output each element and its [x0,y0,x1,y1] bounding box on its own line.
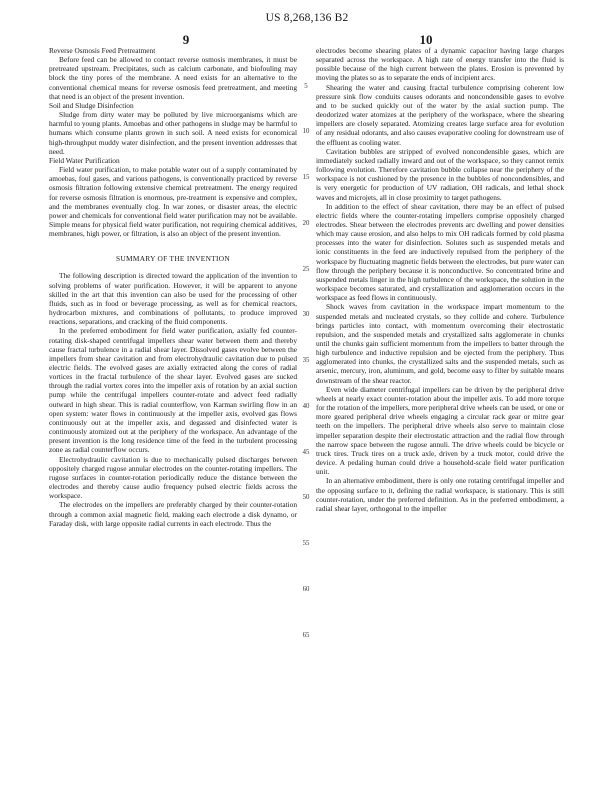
paragraph: Shearing the water and causing fractal turbulence comprising coherent low pressure sink flow conduits causes odorants and noncondensible gases to evolve and to be sucked quickly out of the water by the axial suction pump. The deodorized water atomizes at the periphery of the workspace, where the shearing impellers are closely separated. Atomizing creates large surface area for evolution of any residual odorants, and also causes evaporative cooling for downstream use of the effluent as cooling water. [316,82,564,147]
line-number: 65 [302,631,310,639]
paragraph: Sludge from dirty water may be polluted by live microorganisms which are harmful to young plants. Amoebas and other pathogens in sludge may be harmful to humans which consume plants grown in such soil. A need exists for economical high-throughput muddy water disinfection, and the present invention addresses that need. [49,110,297,156]
paragraph: Before feed can be allowed to contact reverse osmosis membranes, it must be pretreated upstream. Precipitates, such as calcium carbonate, and biofouling may block the tiny pores of the membrane. A need exists for an alternative to the conventional chemical means for reverse osmosis feed pretreatment, and meeting that need is an object of the present invention. [49,55,297,101]
patent-number: US 8,268,136 B2 [265,12,349,24]
line-number: 40 [302,402,310,410]
section-heading: Soil and Sludge Disinfection [49,100,134,110]
paragraph: In the preferred embodiment for field water purification, axially fed counter-rotating disk-shaped centrifugal impellers shear water between them and thereby cause fractal turbulence in a radial shear layer. Dissolved gases evolve between the impellers from shear cavitation and from electrohydraulic cavitation due to pulsed electric fields. The evolved gases are axially extracted along the cores of radial vortices in the fractal turbulence of the shear layer. Evolved gases are sucked through the radial vortex cores into the impeller axis of rotation by an axial suction pump while the centrifugal impellers counter-rotate and advect feed radially outward in high shear. This is radial counterflow, von Karman swirling flow in an open system: water flows in continuously at the impeller axis, evolved gas flows continuously out at the impeller axis, and degassed and disinfected water is continuously atomized out at the periphery of the workspace. An advantage of the present invention is the long residence time of the feed in the turbulent processing zone as radial counterflow occurs. [49,326,297,455]
paragraph: Cavitation bubbles are stripped of evolved noncondensible gases, which are immediately sucked radially inward and out of the workspace, so they cannot remix following evolution. Therefore cavitation bubble collapse near the periphery of the workspace is not cushioned by the presence in the bubbles of noncondensibles, and is very energetic for production of UV radiation, OH radicals, and lethal shock waves and microjets, all in close proximity to target pathogens. [316,146,564,202]
line-number: 50 [302,494,310,502]
paragraph: The following description is directed toward the application of the invention to solving problems of water purification. However, it will be apparent to anyone skilled in the art that this invention can also be used for the processing of other fluids, such as in food or beverage processing, as well as for chemical reactors, hydrocarbon mixtures, and combinations of pollutants, to produce improved reactions, separations, and cracking of the fluid components. [49,271,297,327]
section-heading: Field Water Purification [49,155,120,165]
summary-heading: SUMMARY OF THE INVENTION [116,254,230,264]
line-number: 10 [302,128,310,136]
line-number: 30 [302,311,310,319]
right-column-number: 10 [419,32,433,47]
paragraph: In addition to the effect of shear cavitation, there may be an effect of pulsed electric fields where the counter-rotating impellers comprise oppositely charged electrodes. Shear between the electrodes prevents arc dwelling and power densities which may cause erosion, and also helps to mix OH radicals formed by cold plasma processes into the water for disinfection. Solutes such as suspended metals and ionic constituents in the feed are inductively repulsed from the periphery of the workspace by fluctuating magnetic fields between the electrodes, but pure water can flow through the periphery because it is nonconductive. So concentrated brine and suspended metals linger in the high turbulence of the workspace, the solution in the workspace becomes saturated, and crystallization and agglomeration occurs in the workspace as feed flows in continuously. [316,201,564,303]
line-number: 15 [302,174,310,182]
paragraph: In an alternative embodiment, there is only one rotating centrifugal impeller and the opposing surface to it, defining the radial workspace, is stationary. This is still counter-rotation, under the preferred definition. As in the preferred embodiment, a radial shear layer, orthogonal to the impeller [316,476,564,513]
line-number: 35 [302,357,310,365]
left-column-number: 9 [182,32,190,47]
paragraph: Field water purification, to make potable water out of a supply contaminated by amoebas, foul gases, and various pathogens, is conventionally practiced by reverse osmosis filtration following extensive chemical pretreatment. The energy required for reverse osmosis filtration is enormous, pre-treatment is expensive and complex, and the membranes eventually clog. In war zones, or disaster areas, the electric power and chemicals for conventional field water purification may not be available. Simple means for physical field water purification, not requiring chemical additives, membranes, high power, or filtration, is also an object of the present invention. [49,165,297,239]
paragraph: Even wide diameter centrifugal impellers can be driven by the peripheral drive wheels at nearly exact counter-rotation about the impeller axis. To add more torque for the rotation of the impellers, more peripheral drive wheels can be used, or one or more geared peripheral drive wheels engaging a circular rack gear or mitre gear teeth on the impellers. The peripheral drive wheels also serve to maintain close impeller separation despite their electrostatic attraction and the radial flow through the narrow space between the rugose annuli. The drive wheels could be bicycle or truck tires. Truck tires on a truck axle, driven by a truck motor, could drive the device. A pedaling human could drive a household-scale field water purification unit. [316,384,564,477]
paragraph: The electrodes on the impellers are preferably charged by their counter-rotation through a common axial magnetic field, making each electrode a disk dynamo, or Faraday disk, with large opposite radial currents in each electrode. Thus the [49,500,297,528]
line-number: 20 [302,219,310,227]
spacer [49,238,297,246]
line-number: 60 [302,585,310,593]
paragraph: Electrohydraulic cavitation is due to mechanically pulsed discharges between oppositely charged rugose annular electrodes on the counter-rotating impellers. The rugose surfaces in counter-rotation periodically reduce the distance between the electrodes and thereby cause audio frequency pulsed electric fields across the workspace. [49,454,297,501]
line-number: 45 [302,448,310,456]
section-heading: Reverse Osmosis Feed Pretreatment [49,46,156,55]
paragraph-continued: electrodes become shearing plates of a dynamic capacitor having large charges separated across the workspace. A high rate of energy transfer into the fluid is possible because of the high current between the plates. Erosion is prevented by moving the plates so as to separate the ends of incipient arcs. [316,46,564,83]
line-number: 55 [302,540,310,548]
left-text-column [49,46,297,528]
line-number: 5 [304,82,308,90]
right-text-column [316,46,564,513]
paragraph: Shock waves from cavitation in the workspace impart momentum to the suspended metals and nucleated crystals, so they collide and cohere. Turbulence brings particles into contact, with momentum overcoming their electrostatic repulsion, and the suspended metals and crystallized salts agglomerate in chunks until the chunks gain sufficient momentum from the impellers to batter through the high turbulence and inductive repulsion and be ejected from the periphery. Thus agglomerated into chunks, the crystallized salts and the suspended metals, such as arsenic, mercury, iron, aluminum, and gold, become easy to filter by suitable means downstream of the shear reactor. [316,302,564,385]
line-number: 25 [302,265,310,273]
